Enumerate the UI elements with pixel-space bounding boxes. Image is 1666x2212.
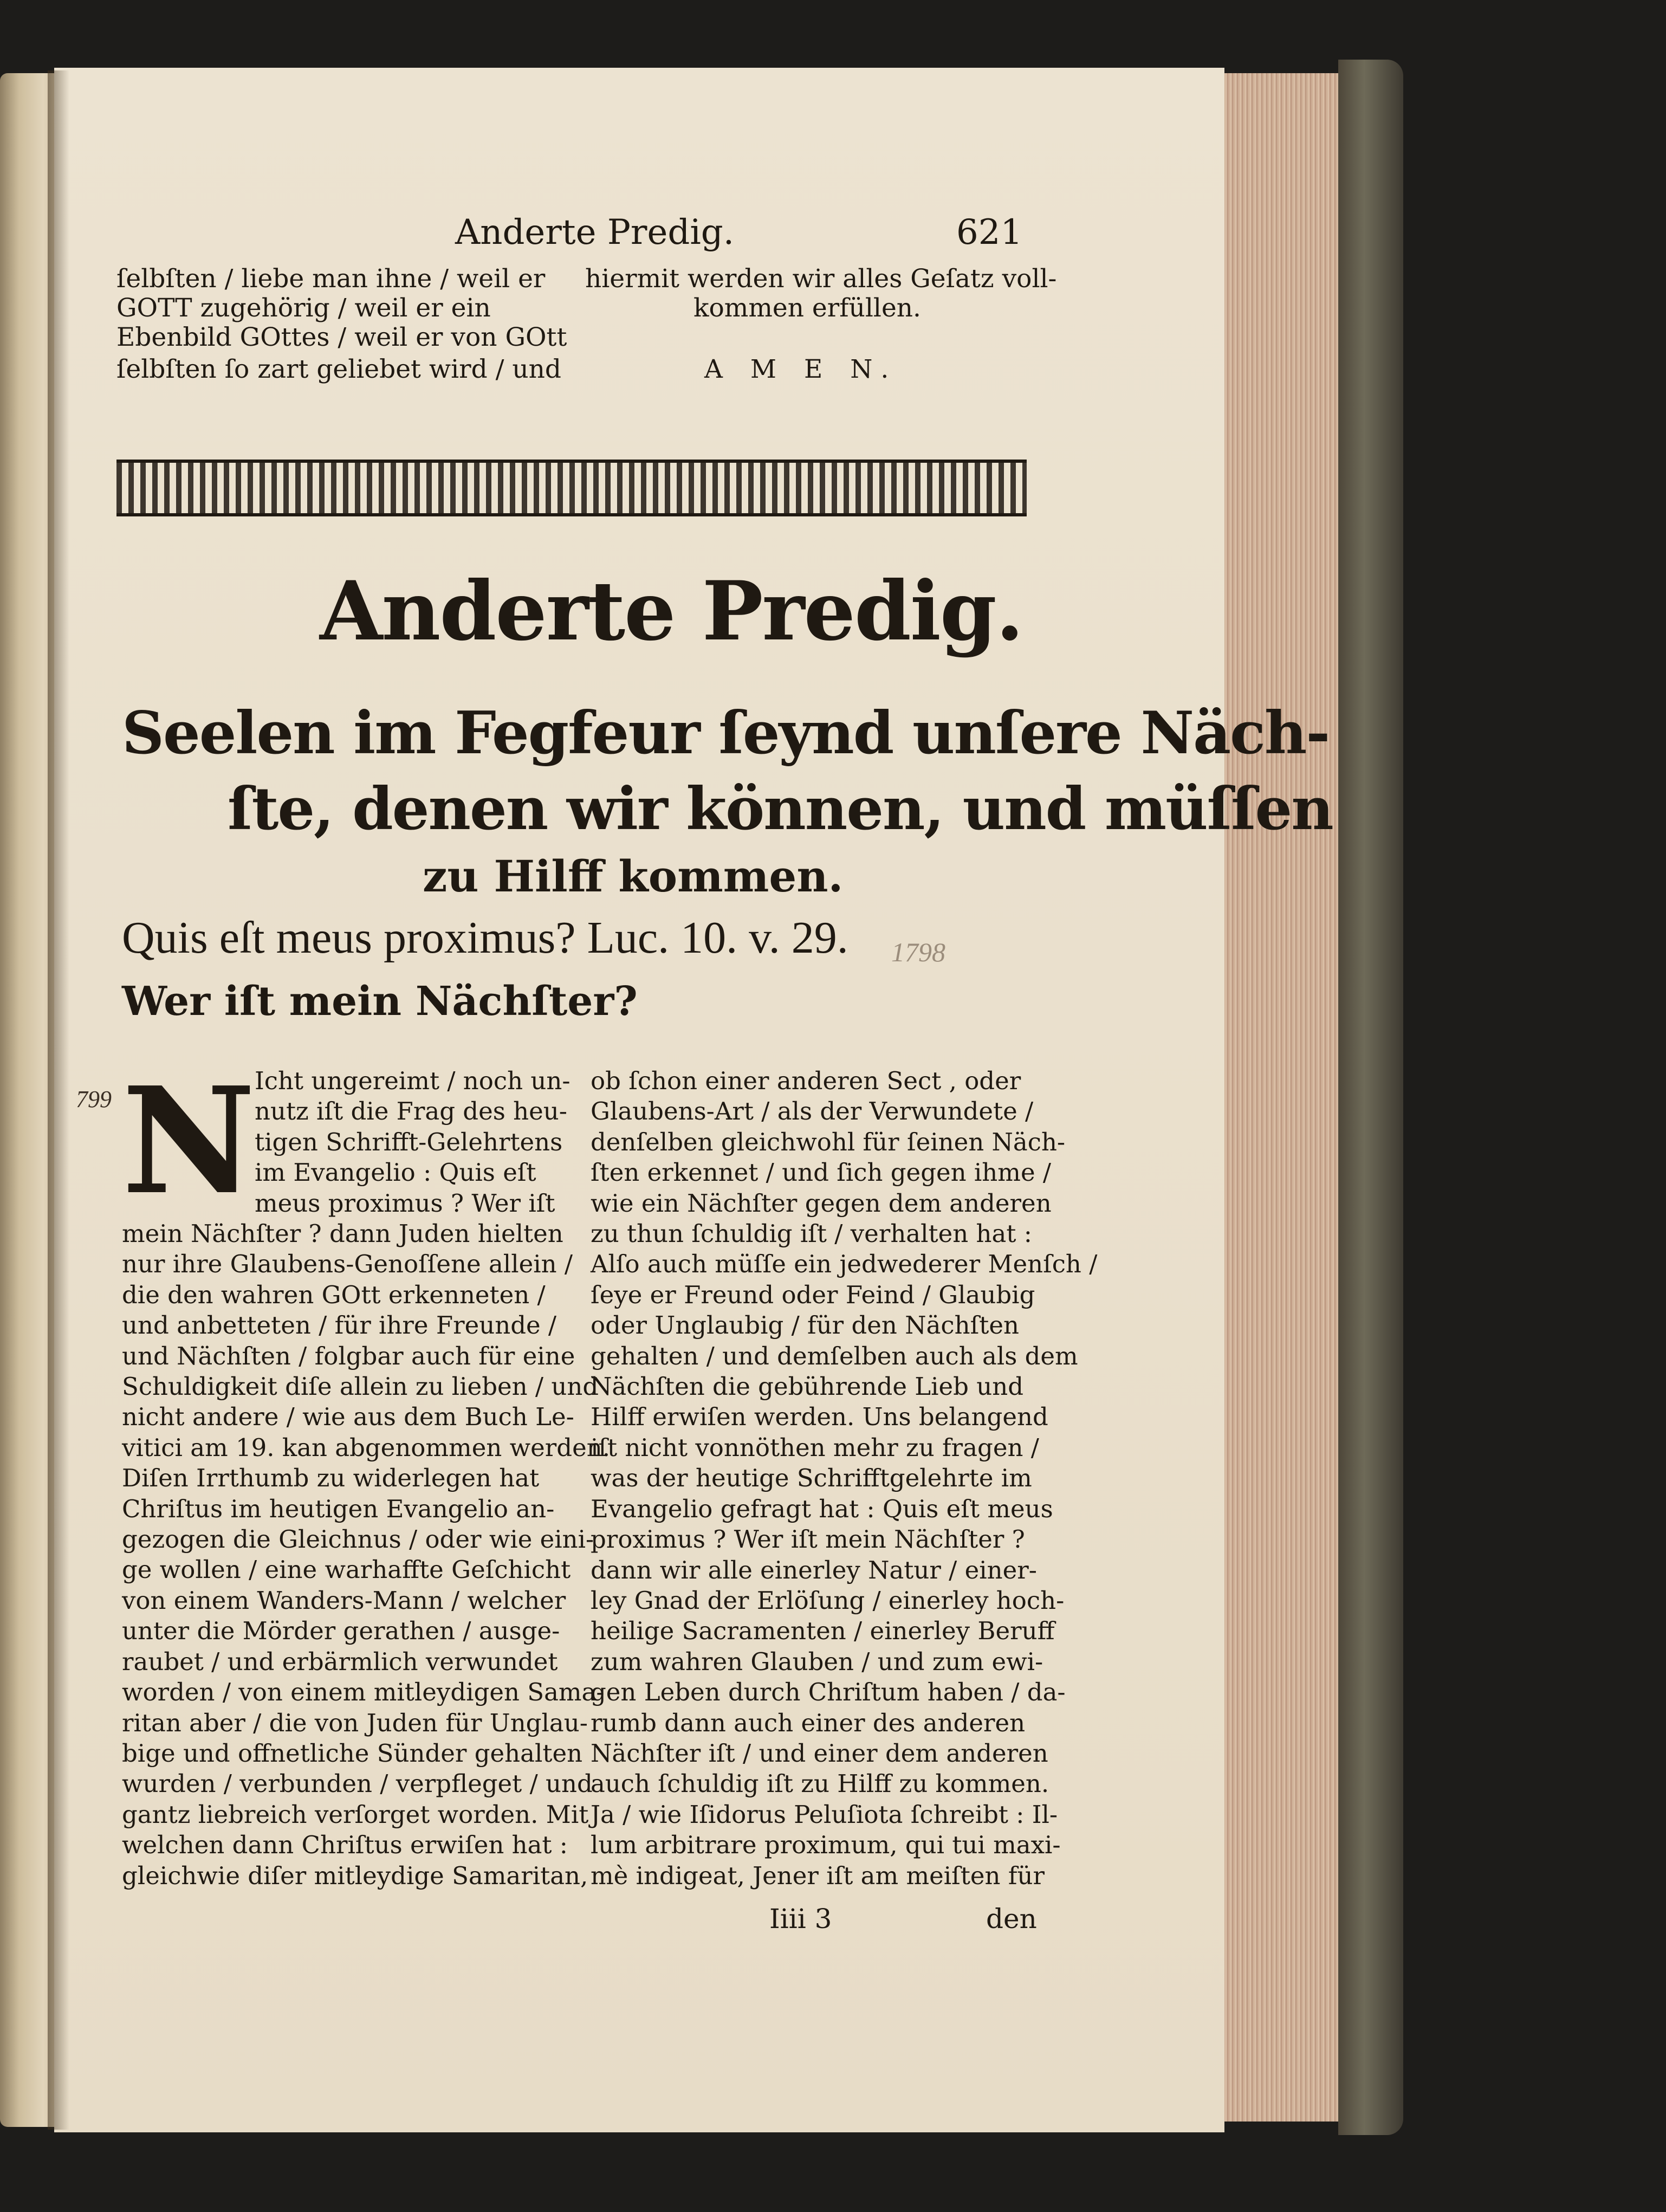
text-line: ſeye er Freund oder Feind / Glaubig [591, 1280, 1035, 1309]
text-line: raubet / und erbärmlich verwundet [122, 1647, 558, 1676]
sermon-subtitle-line-3: zu Hilff kommen. [423, 851, 844, 902]
text-line: gezogen die Gleichnus / oder wie eini- [122, 1525, 594, 1554]
text-line: ley Gnad der Erlöſung / einerley hoch- [591, 1586, 1065, 1615]
sermon-subtitle-line-1: Seelen im Fegfeur ſeynd unſere Näch- [122, 699, 1330, 767]
top-left-line-1: ſelbſten / liebe man ihne / weil er [116, 264, 546, 294]
text-line: auch ſchuldig iſt zu Hilff zu kommen. [591, 1769, 1049, 1799]
catchword: den [986, 1903, 1037, 1935]
bible-verse-german: Wer iſt mein Nächſter? [122, 978, 638, 1025]
text-line: wurden / verbunden / verpfleget / und [122, 1769, 593, 1799]
decorated-initial: N [122, 1055, 256, 1227]
running-head-title: Anderte Predig. [455, 212, 735, 253]
ornamental-border-frame [116, 460, 1027, 516]
text-line: Alſo auch müſſe ein jedwederer Menſch / [591, 1250, 1098, 1279]
text-line: gehalten / und demſelben auch als dem [591, 1341, 1078, 1370]
text-line: Chriſtus im heutigen Evangelio an- [122, 1494, 555, 1523]
text-line: proximus ? Wer iſt mein Nächſter ? [591, 1525, 1025, 1554]
text-line: meus proximus ? Wer iſt [255, 1188, 555, 1218]
text-line: dann wir alle einerley Natur / einer- [591, 1555, 1037, 1584]
text-line: denſelben gleichwohl für ſeinen Näch- [591, 1127, 1066, 1156]
page-number: 621 [956, 212, 1023, 253]
left-column [122, 1219, 610, 1891]
text-line: Glaubens-Art / als der Verwundete / [591, 1097, 1034, 1126]
text-line: die den wahren GOtt erkenneten / [122, 1280, 546, 1309]
text-line: Icht ungereimt / noch un- [255, 1066, 571, 1095]
text-line: ſten erkennet / und ſich gegen ihme / [591, 1158, 1052, 1187]
top-left-line-4: ſelbſten ſo zart geliebet wird / und [116, 354, 562, 384]
text-line: ritan aber / die von Juden für Unglau- [122, 1708, 588, 1737]
top-left-line-3: Ebenbild GOttes / weil er von GOtt [116, 322, 567, 352]
previous-page-edge [0, 73, 54, 2127]
top-right-line-2: kommen erfüllen. [693, 293, 921, 323]
text-line: und anbetteten / für ihre Freunde / [122, 1311, 557, 1340]
text-line: welchen dann Chriſtus erwiſen hat : [122, 1831, 568, 1860]
text-line: Nächſten die gebührende Lieb und [591, 1372, 1024, 1401]
text-line: wie ein Nächſter gegen dem anderen [591, 1188, 1052, 1218]
margin-number: 799 [76, 1086, 112, 1113]
book-cover-edge [1338, 60, 1403, 2135]
text-line: lum arbitrare proximum, qui tui maxi- [591, 1831, 1061, 1860]
text-line: von einem Wanders-Mann / welcher [122, 1586, 566, 1615]
text-line: bige und offnetliche Sünder gehalten [122, 1738, 583, 1768]
text-line: nutz iſt die Frag des heu- [255, 1097, 567, 1126]
text-line: was der heutige Schrifftgelehrte im [591, 1464, 1032, 1493]
right-column [591, 1066, 1097, 1891]
text-line: nur ihre Glaubens-Genoſſene allein / [122, 1250, 573, 1279]
page-block-edges [1224, 73, 1341, 2122]
text-line: Ja / wie Iſidorus Peluſiota ſchreibt : Il- [591, 1800, 1058, 1829]
text-line: Diſen Irrthumb zu widerlegen hat [122, 1464, 540, 1493]
text-line: iſt nicht vonnöthen mehr zu fragen / [591, 1433, 1039, 1462]
bible-verse-latin: Quis eſt meus proximus? Luc. 10. v. 29. [122, 913, 848, 963]
text-line: worden / von einem mitleydigen Sama- [122, 1678, 605, 1707]
text-line: oder Unglaubig / für den Nächſten [591, 1311, 1019, 1340]
text-line: mè indigeat, Jener iſt am meiſten für [591, 1861, 1045, 1890]
text-line: zum wahren Glauben / und zum ewi- [591, 1647, 1043, 1676]
sermon-title: Anderte Predig. [320, 564, 1023, 659]
text-line: gen Leben durch Chriſtum haben / da- [591, 1678, 1066, 1707]
text-line: ob ſchon einer anderen Sect , oder [591, 1066, 1021, 1095]
left-column-indented [255, 1066, 571, 1219]
text-line: gantz liebreich verſorget worden. Mit [122, 1800, 589, 1829]
text-line: gleichwie diſer mitleydige Samaritan, [122, 1861, 588, 1890]
gutter-shadow [48, 70, 69, 2130]
text-line: unter die Mörder gerathen / ausge- [122, 1616, 560, 1646]
top-right-line-1: hiermit werden wir alles Geſatz voll- [585, 264, 1057, 294]
text-line: nicht andere / wie aus dem Buch Le- [122, 1402, 574, 1432]
top-left-line-2: GOTT zugehörig / weil er ein [116, 293, 491, 323]
text-line: tigen Schrifft-Gelehrtens [255, 1127, 563, 1156]
text-line: im Evangelio : Quis eſt [255, 1158, 536, 1187]
pencil-annotation: 1798 [891, 937, 945, 967]
text-line: ge wollen / eine warhaffte Geſchicht [122, 1555, 571, 1584]
signature-mark: Iiii 3 [769, 1903, 832, 1935]
text-line: Nächſter iſt / und einer dem anderen [591, 1738, 1048, 1768]
sermon-subtitle-line-2: ſte, denen wir können, und müſſen [228, 775, 1333, 843]
text-line: Hilff erwiſen werden. Uns belangend [591, 1402, 1048, 1432]
text-line: rumb dann auch einer des anderen [591, 1708, 1026, 1737]
text-line: Evangelio gefragt hat : Quis eſt meus [591, 1494, 1053, 1523]
text-line: vitici am 19. kan abgenommen werden. [122, 1433, 611, 1462]
text-line: und Nächſten / folgbar auch für eine [122, 1341, 575, 1370]
text-line: heilige Sacramenten / einerley Beruff [591, 1616, 1055, 1646]
text-line: mein Nächſter ? dann Juden hielten [122, 1219, 563, 1248]
text-line: zu thun ſchuldig iſt / verhalten hat : [591, 1219, 1032, 1249]
amen-text: A M E N. [704, 354, 899, 384]
text-line: Schuldigkeit diſe allein zu lieben / und [122, 1372, 599, 1401]
